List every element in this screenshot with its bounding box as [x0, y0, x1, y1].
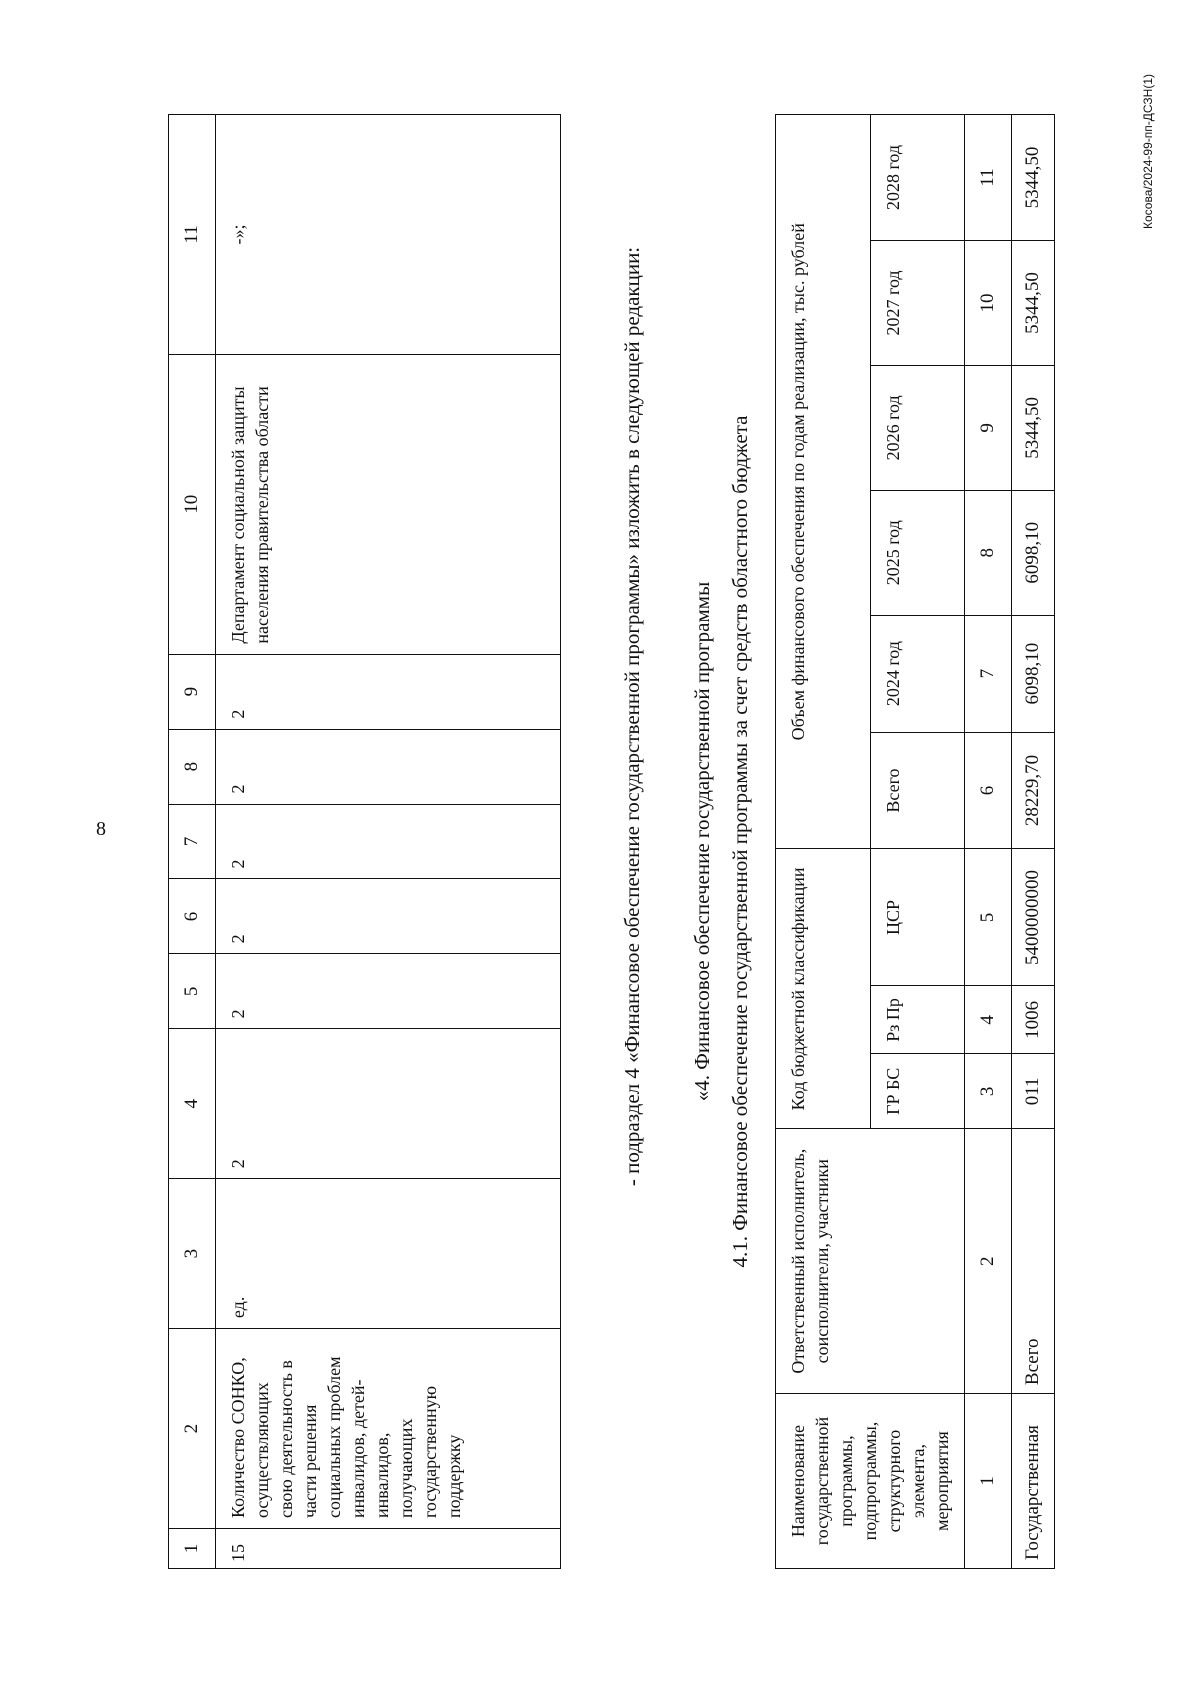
header-grbs: ГР БС	[870, 1054, 965, 1129]
header-cell: 4	[169, 1029, 216, 1179]
header-rzpr: Рз Пр	[870, 986, 965, 1054]
header-year: 2026 год	[870, 365, 965, 490]
year-value-cell: 6098,10	[1012, 490, 1055, 615]
amendment-text: - подраздел 4 «Финансовое обеспечение государственной программы» изложить в следующей редакции:	[620, 246, 644, 1187]
column-numbers-row	[965, 115, 1012, 1569]
rzpr-cell: 1006	[1012, 986, 1055, 1054]
column-number: 7	[965, 615, 1012, 732]
value-cell: 2	[216, 879, 561, 954]
value-cell: 2	[216, 654, 561, 729]
year-value-cell: 6098,10	[1012, 615, 1055, 732]
document-code: Косова/2024-99-пп-ДСЗН(1)	[1141, 74, 1155, 229]
header-year: 2027 год	[870, 241, 965, 366]
closing-quote-cell: -»;	[216, 115, 561, 355]
column-number: 1	[965, 1394, 1012, 1569]
financing-table	[775, 114, 1055, 1569]
value-cell: 2	[216, 729, 561, 804]
header-cell: 7	[169, 804, 216, 879]
table-row	[1012, 115, 1055, 1569]
header-cell: 11	[169, 115, 216, 355]
csr-cell: 5400000000	[1012, 849, 1055, 986]
grbs-cell: 011	[1012, 1054, 1055, 1129]
responsible-cell: Всего	[1012, 1129, 1055, 1394]
value-cell: 2	[216, 954, 561, 1029]
header-cell: 2	[169, 1329, 216, 1529]
year-value-cell: 5344,50	[1012, 115, 1055, 241]
column-number: 2	[965, 1129, 1012, 1394]
column-number: 8	[965, 490, 1012, 615]
column-number: 4	[965, 986, 1012, 1054]
header-year: 2028 год	[870, 115, 965, 241]
header-responsible: Ответственный исполнитель, соисполнители, участники	[776, 1129, 965, 1394]
value-cell: 2	[216, 804, 561, 879]
indicators-header-row	[169, 115, 216, 1569]
row-number: 15	[216, 1529, 561, 1569]
unit-cell: ед.	[216, 1179, 561, 1329]
column-number: 11	[965, 115, 1012, 241]
header-year: 2024 год	[870, 615, 965, 732]
indicators-table	[168, 114, 561, 1569]
value-cell: 2	[216, 1029, 561, 1179]
subsection-title: 4.1. Финансовое обеспечение государственной программы за счет средств областного бюджета	[728, 415, 752, 1268]
year-value-cell: 5344,50	[1012, 365, 1055, 490]
header-name: Наименование государственной программы, подпрограммы, структурного элемента, мероприятия	[776, 1394, 965, 1569]
section-title: «4. Финансовое обеспечение государственной программы	[690, 581, 714, 1102]
header-cell: 5	[169, 954, 216, 1029]
header-cell: 10	[169, 354, 216, 654]
column-number: 10	[965, 241, 1012, 366]
header-budget-code: Код бюджетной классификации	[776, 849, 871, 1129]
header-cell: 9	[169, 654, 216, 729]
year-value-cell: 5344,50	[1012, 241, 1055, 366]
column-number: 6	[965, 732, 1012, 849]
header-cell: 1	[169, 1529, 216, 1569]
program-name-cell: Государственная	[1012, 1394, 1055, 1569]
page-number: 8	[96, 818, 106, 840]
responsible-cell: Департамент социальной защиты населения правительства области	[216, 354, 561, 654]
table-row	[216, 115, 561, 1569]
financing-header-row	[776, 115, 871, 1569]
column-number: 5	[965, 849, 1012, 986]
header-cell: 3	[169, 1179, 216, 1329]
header-volume: Объем финансового обеспечения по годам реализации, тыс. рублей	[776, 115, 871, 850]
total-cell: 28229,70	[1012, 732, 1055, 849]
header-year: 2025 год	[870, 490, 965, 615]
column-number: 9	[965, 365, 1012, 490]
header-total: Всего	[870, 732, 965, 849]
header-csr: ЦСР	[870, 849, 965, 986]
header-cell: 8	[169, 729, 216, 804]
indicator-name: Количество СОНКО, осуществляющих свою деятельность в части решения социальных проблем инвалидов, детей-инвалидов, получающих государственную поддержку	[216, 1329, 561, 1529]
column-number: 3	[965, 1054, 1012, 1129]
header-cell: 6	[169, 879, 216, 954]
